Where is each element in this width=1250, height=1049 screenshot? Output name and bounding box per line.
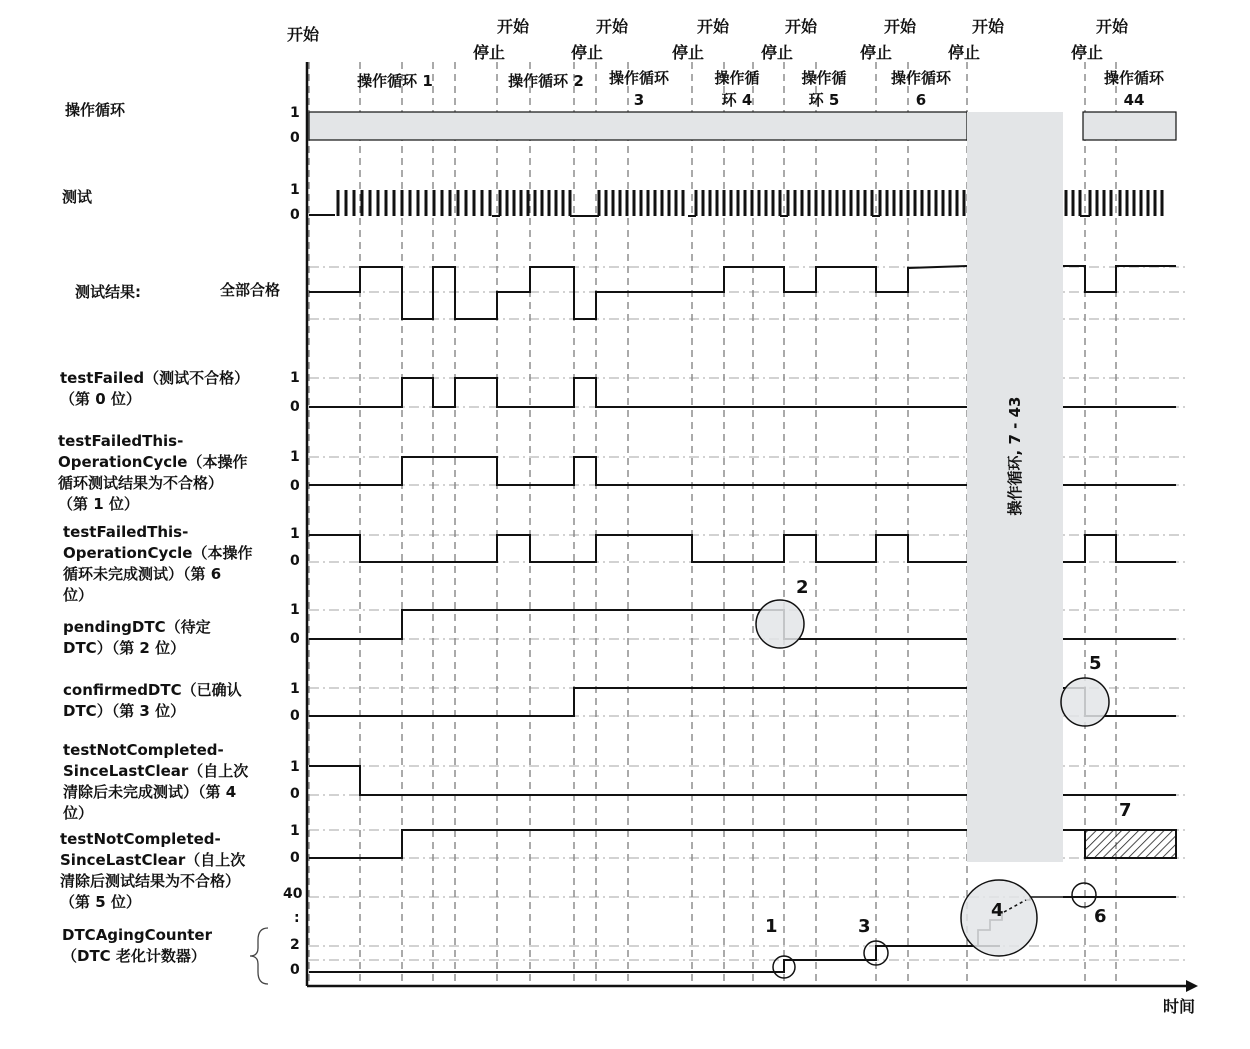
event-start-label: 开始 — [596, 17, 629, 36]
cycle-3-label: 操作循环 3 — [608, 69, 669, 109]
event-start-label: 开始 — [972, 17, 1005, 36]
event-stop-label: 停止 — [473, 43, 506, 62]
level-1: 1 — [290, 449, 300, 465]
level-0: 0 — [290, 130, 300, 146]
marker-5: 5 — [1089, 653, 1102, 674]
level-2: 2 — [290, 937, 300, 953]
row-label-bit4: testNotCompleted- SinceLastClear（自上次 清除后未完成测试）（第 4 位） — [63, 741, 249, 822]
row-label-test: 测试 — [62, 188, 93, 206]
row-label-bit1: testFailedThis- OperationCycle（本操作 循环测试结果为不合格） （第 1 位） — [58, 432, 248, 513]
cycle-5-label: 操作循 环 5 — [801, 69, 847, 109]
level-0: 0 — [290, 478, 300, 494]
marker-5-circle — [1061, 678, 1109, 726]
event-stop-label: 停止 — [761, 43, 794, 62]
level-1: 1 — [290, 526, 300, 542]
row-label-bit0: testFailed（测试不合格） （第 0 位） — [60, 369, 250, 408]
marker-2: 2 — [796, 577, 809, 598]
cycle-4-label: 操作循 环 4 — [714, 69, 760, 109]
level-1: 1 — [290, 681, 300, 697]
event-start-label: 开始 — [697, 17, 730, 36]
level-1: 1 — [290, 370, 300, 386]
marker-6-circle — [1072, 883, 1096, 907]
level-0: 0 — [290, 786, 300, 802]
level-0: 0 — [290, 631, 300, 647]
bit3-trace — [309, 688, 967, 716]
row-label-bit5: testNotCompleted- SinceLastClear（自上次 清除后测试结果为不合格） （第 5 位） — [60, 830, 246, 911]
level-0: 0 — [290, 553, 300, 569]
time-axis-arrow — [1186, 980, 1198, 992]
marker-3: 3 — [858, 916, 871, 937]
cycle-6-label: 操作循环 6 — [890, 69, 951, 109]
marker-7: 7 — [1119, 800, 1132, 821]
bit0-trace — [309, 378, 967, 407]
level-0: 0 — [290, 708, 300, 724]
bit1-trace — [309, 457, 967, 485]
level-0: 0 — [290, 962, 300, 978]
event-stop-label: 停止 — [860, 43, 893, 62]
level-0: 0 — [290, 399, 300, 415]
operation-cycle-active-region — [309, 112, 967, 140]
level-40: 40 — [283, 886, 303, 902]
level-1: 1 — [290, 759, 300, 775]
marker-2-circle — [756, 600, 804, 648]
level-1: 1 — [290, 105, 300, 121]
level-0: 0 — [290, 207, 300, 223]
marker-1: 1 — [765, 916, 778, 937]
test-result-trace — [309, 266, 967, 319]
cycle-1-label: 操作循环 1 — [357, 72, 433, 90]
shaded-regions — [309, 112, 1176, 862]
bit6-trace-cycle44 — [1063, 535, 1176, 562]
event-stop-label: 停止 — [1071, 43, 1104, 62]
row-label-bit3: confirmedDTC（已确认 DTC）（第 3 位） — [63, 681, 242, 720]
event-stop-label: 停止 — [672, 43, 705, 62]
event-stop-label: 停止 — [571, 43, 604, 62]
level-1: 1 — [290, 602, 300, 618]
row-label-test-result: 测试结果: — [75, 283, 141, 301]
test-result-trace-cycle44 — [1063, 266, 1176, 292]
bit2-trace — [309, 610, 967, 639]
level-dots: : — [294, 910, 300, 926]
row-label-bit2: pendingDTC（待定 DTC）（第 2 位） — [63, 618, 211, 657]
bit4-trace — [309, 766, 967, 795]
aging-counter-trace — [309, 946, 1000, 972]
row-label-bit6: testFailedThis- OperationCycle（本操作 循环未完成测试）（第 6 位） — [63, 523, 253, 604]
event-start-label: 开始 — [785, 17, 818, 36]
bit5-undetermined-hatched-region — [1085, 830, 1176, 858]
cycle-44-label: 操作循环 44 — [1103, 69, 1164, 109]
marker-6: 6 — [1094, 906, 1107, 927]
operation-cycle-44-region — [1083, 112, 1176, 140]
row-label-aging-counter: DTCAgingCounter （DTC 老化计数器） — [62, 926, 213, 965]
level-1: 1 — [290, 182, 300, 198]
event-start-label: 开始 — [287, 25, 320, 44]
event-start-label: 开始 — [1096, 17, 1129, 36]
event-start-label: 开始 — [497, 17, 530, 36]
time-axis-label: 时间 — [1163, 997, 1196, 1016]
row-label-operation-cycle: 操作循环 — [65, 101, 126, 119]
marker-4: 4 — [991, 900, 1004, 921]
bit6-trace — [309, 535, 967, 562]
aging-counter-brace — [250, 928, 268, 984]
level-1: 1 — [290, 823, 300, 839]
event-start-label: 开始 — [884, 17, 917, 36]
event-stop-label: 停止 — [948, 43, 981, 62]
cycles-7-43-label: 操作循环, 7 - 43 — [1006, 396, 1024, 516]
level-0: 0 — [290, 850, 300, 866]
row-label-all-pass: 全部合格 — [220, 281, 281, 299]
bit5-trace — [309, 830, 967, 858]
cycle-2-label: 操作循环 2 — [508, 72, 584, 90]
